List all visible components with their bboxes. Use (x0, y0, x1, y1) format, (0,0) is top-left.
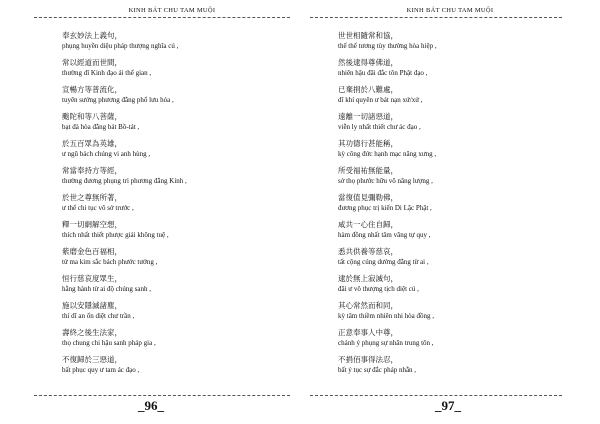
verse (338, 138, 437, 165)
verse-chinese-text: 當復值見彌勒佛， (338, 193, 398, 202)
verse (62, 30, 187, 57)
verse (338, 57, 437, 84)
verse-chinese-text: 不復歸於三惡道， (62, 355, 122, 364)
verse-chinese-text: 施以安隱滅諸塵， (62, 301, 122, 310)
verse-chinese-text: 其心常然而和同， (338, 301, 398, 310)
verse-chinese-text: 不捐佰事得法忍， (338, 355, 398, 364)
right-page-header: KINH BÁT CHU TAM MUỘI (406, 7, 494, 14)
verse-chinese-text: 逮於無上寂滅句， (338, 274, 398, 283)
verse (62, 246, 187, 273)
verse (338, 246, 437, 273)
verse-vietnamese-reading: sở thọ phước hữu vô năng lượng , (338, 177, 433, 185)
right-page (300, 0, 600, 424)
verse (62, 354, 187, 381)
verse-chinese-text: 悉共供養等慈哀， (338, 247, 398, 256)
verse-vietnamese-reading: kỳ tâm thiềm nhiên nhi hòa đồng , (338, 312, 435, 320)
verse (62, 165, 187, 192)
left-page-header: KINH BÁT CHU TAM MUỘI (128, 7, 216, 14)
verse-vietnamese-reading: thế thế tương tùy thường hòa hiệp , (338, 42, 437, 50)
verse (338, 30, 437, 57)
verse (62, 273, 187, 300)
verse (62, 111, 187, 138)
verse (62, 138, 187, 165)
verse-chinese-text: 釋一切網解空想， (62, 220, 122, 229)
verse-chinese-text: 於五百眾為英雄， (62, 139, 122, 148)
verse-chinese-text: 恒行慈哀度眾生， (62, 274, 122, 283)
right-header-rule (310, 17, 562, 18)
verse (62, 327, 187, 354)
verse-chinese-text: 宣暢方等普流化， (62, 85, 122, 94)
verse-chinese-text: 然後逮得尊佛道， (338, 58, 398, 67)
verse-chinese-text: 咸共一心住自歸， (338, 220, 398, 229)
verse-chinese-text: 於世之尊無所著， (62, 193, 122, 202)
verse-chinese-text: 遠離一切諸惡道， (338, 112, 398, 121)
verse-vietnamese-reading: dĩ khí quyên ư bát nạn xứ/xử , (338, 96, 423, 104)
right-verse-list (338, 30, 437, 381)
verse (62, 300, 187, 327)
verse (338, 327, 437, 354)
left-footer-rule (34, 395, 290, 396)
verse-vietnamese-reading: nhiên hậu đãi đắc tôn Phật đạo , (338, 69, 428, 77)
verse-chinese-text: 其功德行甚能稱， (338, 139, 398, 148)
verse-chinese-text: 已棄捐於八難處， (338, 85, 398, 94)
verse-chinese-text: 正意奉事人中尊， (338, 328, 398, 337)
right-page-number: _97_ (435, 398, 461, 413)
verse-vietnamese-reading: bạt đà hòa đẳng bát Bồ-tát , (62, 123, 140, 131)
verse (338, 300, 437, 327)
verse-vietnamese-reading: bất phục quy ư tam ác đạo , (62, 366, 140, 374)
verse-chinese-text: 壽終之後生法家， (62, 328, 122, 337)
verse (338, 84, 437, 111)
verse (62, 219, 187, 246)
right-footer-rule (310, 395, 562, 396)
verse-vietnamese-reading: thường dĩ Kinh đạo ái thế gian , (62, 69, 152, 77)
verse-chinese-text: 常以經道而世間， (62, 58, 122, 67)
verse-vietnamese-reading: hằng hành từ ai độ chúng sanh , (62, 285, 151, 293)
verse-vietnamese-reading: hàm đồng nhất tâm vãng tự quy , (338, 231, 431, 239)
verse-vietnamese-reading: ư ngũ bách chúng vi anh hùng , (62, 150, 151, 158)
verse-vietnamese-reading: tử ma kim sắc bách phước tướng , (62, 258, 158, 266)
verse-chinese-text: 紫磨金色百福相， (62, 247, 122, 256)
verse (338, 354, 437, 381)
verse-vietnamese-reading: phụng huyền diệu pháp thượng nghĩa cú , (62, 42, 179, 50)
verse (338, 219, 437, 246)
verse-vietnamese-reading: tuyên sướng phương đẳng phổ lưu hóa , (62, 96, 174, 104)
verse-chinese-text: 世世相隨常和協， (338, 31, 398, 40)
left-page-number: _96_ (138, 398, 164, 413)
verse (62, 84, 187, 111)
verse-chinese-text: 奉玄妙法上義句， (62, 31, 122, 40)
verse (338, 165, 437, 192)
verse-chinese-text: 颰陀和等八菩薩， (62, 112, 122, 121)
verse-chinese-text: 常當奉持方等經， (62, 166, 122, 175)
verse-vietnamese-reading: viễn ly nhất thiết chư ác đạo , (338, 123, 421, 131)
verse-vietnamese-reading: kỳ công đức hạnh mạc năng xưng , (338, 150, 437, 158)
verse (338, 111, 437, 138)
verse-vietnamese-reading: tất cộng cúng dường đẳng từ ai , (338, 258, 429, 266)
verse (62, 57, 187, 84)
left-header-rule (34, 17, 290, 18)
verse-vietnamese-reading: thí dĩ an ổn diệt chư trần , (62, 312, 135, 320)
verse-vietnamese-reading: thích nhất thiết phược giải không tuệ , (62, 231, 169, 239)
verse-chinese-text: 所受福祐無能量， (338, 166, 398, 175)
verse (338, 273, 437, 300)
verse-vietnamese-reading: thường đương phụng trì phương đẳng Kinh , (62, 177, 187, 185)
left-verse-list (62, 30, 187, 381)
verse-vietnamese-reading: ư thế chi tục vô sở trước , (62, 204, 134, 212)
verse-vietnamese-reading: bất ý tục sự đắc pháp nhẫn , (338, 366, 417, 374)
verse-vietnamese-reading: đãi ư vô thượng tịch diệt cú , (338, 285, 419, 293)
verse-vietnamese-reading: chánh ý phụng sự nhân trung tôn , (338, 339, 434, 347)
verse (338, 192, 437, 219)
verse-vietnamese-reading: thọ chung chi hậu sanh pháp gia , (62, 339, 156, 347)
verse (62, 192, 187, 219)
verse-vietnamese-reading: đương phục trị kiến Di Lặc Phật , (338, 204, 432, 212)
